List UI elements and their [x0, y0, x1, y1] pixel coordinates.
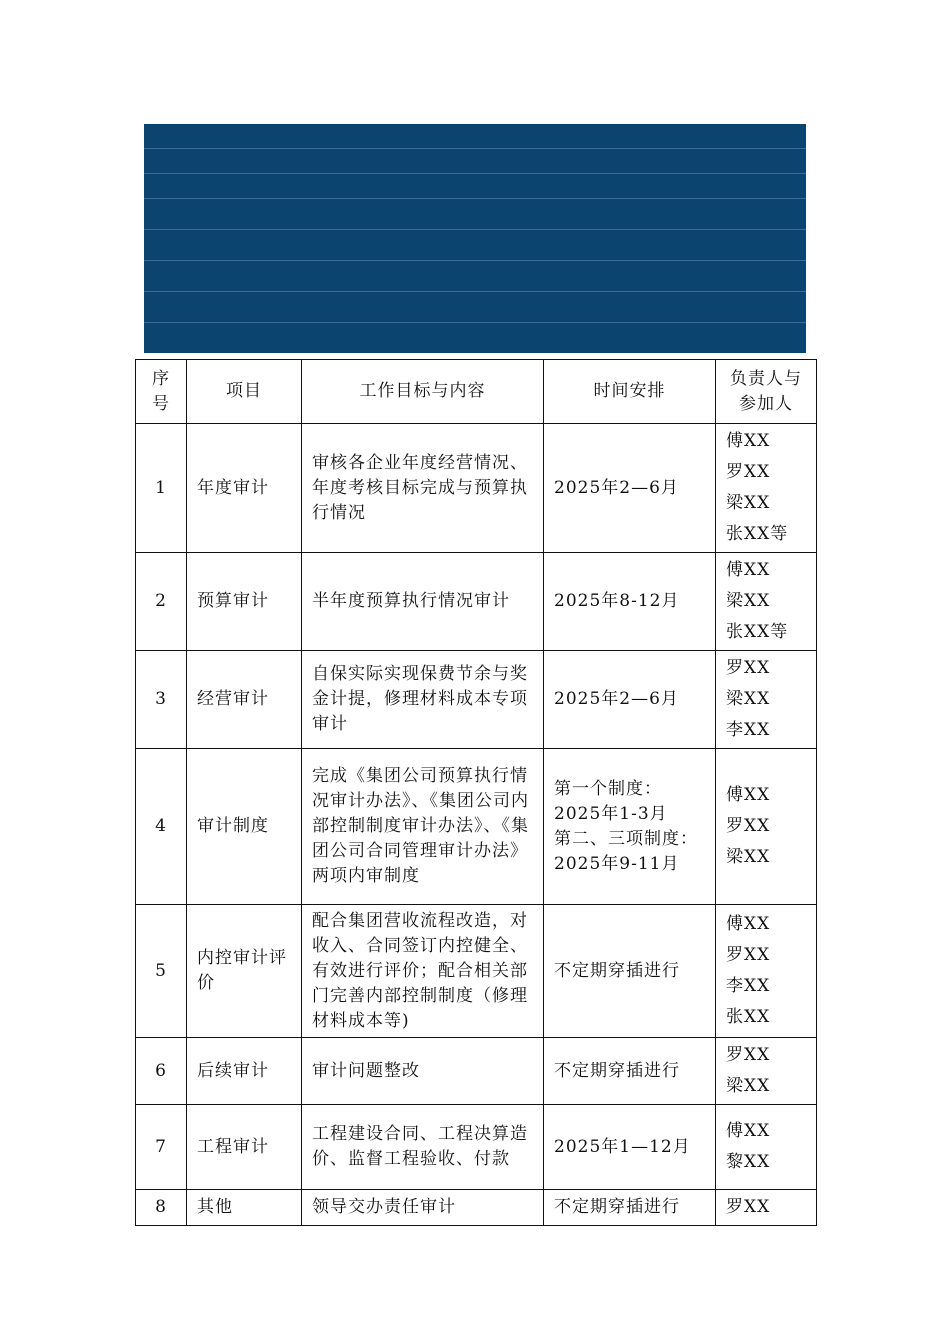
row-item: 工程审计 — [187, 1105, 302, 1190]
table-row — [136, 1105, 817, 1190]
row-people — [716, 1038, 817, 1105]
person-name: 黎XX — [726, 1152, 771, 1172]
schedule-line: 不定期穿插进行 — [554, 1197, 680, 1217]
row-schedule — [544, 749, 716, 905]
person-name: 罗XX — [726, 658, 771, 678]
row-schedule — [544, 651, 716, 749]
row-people — [716, 1190, 817, 1226]
row-schedule — [544, 553, 716, 651]
schedule-line: 2025年2—6月 — [554, 689, 679, 709]
row-index: 1 — [136, 424, 187, 553]
row-index: 2 — [136, 553, 187, 651]
row-content: 配合集团营收流程改造，对收入、合同签订内控健全、有效进行评价；配合相关部门完善内部控制制度（修理材料成本等) — [302, 905, 544, 1038]
person-name: 傅XX — [726, 1121, 771, 1141]
row-schedule — [544, 424, 716, 553]
person-name: 罗XX — [726, 462, 771, 482]
banner-stripe — [144, 173, 806, 174]
row-content: 完成《集团公司预算执行情况审计办法》、《集团公司内部控制制度审计办法》、《集团公司合同管理审计办法》两项内审制度 — [302, 749, 544, 905]
row-people — [716, 905, 817, 1038]
schedule-line: 不定期穿插进行 — [554, 1060, 680, 1081]
person-name: 罗XX — [726, 816, 771, 836]
row-index: 8 — [136, 1190, 187, 1226]
table-row — [136, 1190, 817, 1226]
row-schedule — [544, 1190, 716, 1226]
row-people — [716, 749, 817, 905]
person-name: 傅XX — [726, 785, 771, 805]
row-content: 领导交办责任审计 — [302, 1190, 544, 1226]
person-name: 罗XX — [726, 1197, 771, 1217]
row-index: 3 — [136, 651, 187, 749]
row-people — [716, 651, 817, 749]
schedule-line: 不定期穿插进行 — [554, 960, 680, 981]
schedule-line: 2025年1—12月 — [554, 1136, 691, 1157]
banner-stripe — [144, 291, 806, 292]
person-name: 李XX — [726, 720, 771, 740]
table-row — [136, 749, 817, 905]
row-index: 5 — [136, 905, 187, 1038]
person-name: 梁XX — [726, 847, 771, 867]
row-item: 年度审计 — [187, 424, 302, 553]
row-item: 经营审计 — [187, 651, 302, 749]
person-name: 梁XX — [726, 1076, 771, 1096]
person-name: 李XX — [726, 976, 771, 996]
person-name: 傅XX — [726, 560, 771, 580]
row-content: 审计问题整改 — [302, 1038, 544, 1105]
schedule-line: 第二、三项制度：2025年9-11月 — [554, 828, 698, 874]
schedule-line: 2025年2—6月 — [554, 477, 679, 498]
person-name: 傅XX — [726, 914, 771, 934]
person-name: 张XX等 — [726, 524, 789, 544]
person-name: 罗XX — [726, 1045, 771, 1065]
row-content: 工程建设合同、工程决算造价、监督工程验收、付款 — [302, 1105, 544, 1190]
audit-plan-table — [135, 359, 817, 1226]
person-name: 罗XX — [726, 945, 771, 965]
banner-stripe — [144, 148, 806, 149]
person-name: 梁XX — [726, 493, 771, 513]
row-index: 4 — [136, 749, 187, 905]
banner-stripe — [144, 322, 806, 323]
row-index: 6 — [136, 1038, 187, 1105]
row-item: 预算审计 — [187, 553, 302, 651]
table-row — [136, 553, 817, 651]
row-item: 其他 — [187, 1190, 302, 1226]
row-index: 7 — [136, 1105, 187, 1190]
person-name: 张XX等 — [726, 622, 789, 642]
header-people: 负责人与参加人 — [716, 360, 817, 424]
header-banner — [144, 124, 806, 353]
person-name: 傅XX — [726, 431, 771, 451]
person-name: 梁XX — [726, 591, 771, 611]
row-people — [716, 424, 817, 553]
table-header-row — [136, 360, 817, 424]
header-index: 序号 — [136, 360, 187, 424]
table-row — [136, 424, 817, 553]
row-people — [716, 553, 817, 651]
banner-stripe — [144, 260, 806, 261]
row-item: 内控审计评价 — [187, 905, 302, 1038]
header-content: 工作目标与内容 — [302, 360, 544, 424]
person-name: 张XX — [726, 1007, 771, 1027]
row-content: 半年度预算执行情况审计 — [302, 553, 544, 651]
banner-stripe — [144, 229, 806, 230]
row-people — [716, 1105, 817, 1190]
row-schedule — [544, 1105, 716, 1190]
row-content: 审核各企业年度经营情况、年度考核目标完成与预算执行情况 — [302, 424, 544, 553]
row-item: 后续审计 — [187, 1038, 302, 1105]
schedule-line: 2025年8-12月 — [554, 591, 680, 611]
header-item: 项目 — [187, 360, 302, 424]
person-name: 梁XX — [726, 689, 771, 709]
row-schedule — [544, 905, 716, 1038]
table-row — [136, 1038, 817, 1105]
row-content: 自保实际实现保费节余与奖金计提，修理材料成本专项审计 — [302, 651, 544, 749]
table-row — [136, 651, 817, 749]
row-schedule — [544, 1038, 716, 1105]
schedule-line: 第一个制度：2025年1-3月 — [554, 778, 668, 824]
row-item: 审计制度 — [187, 749, 302, 905]
table-row — [136, 905, 817, 1038]
banner-stripe — [144, 198, 806, 199]
header-schedule: 时间安排 — [544, 360, 716, 424]
